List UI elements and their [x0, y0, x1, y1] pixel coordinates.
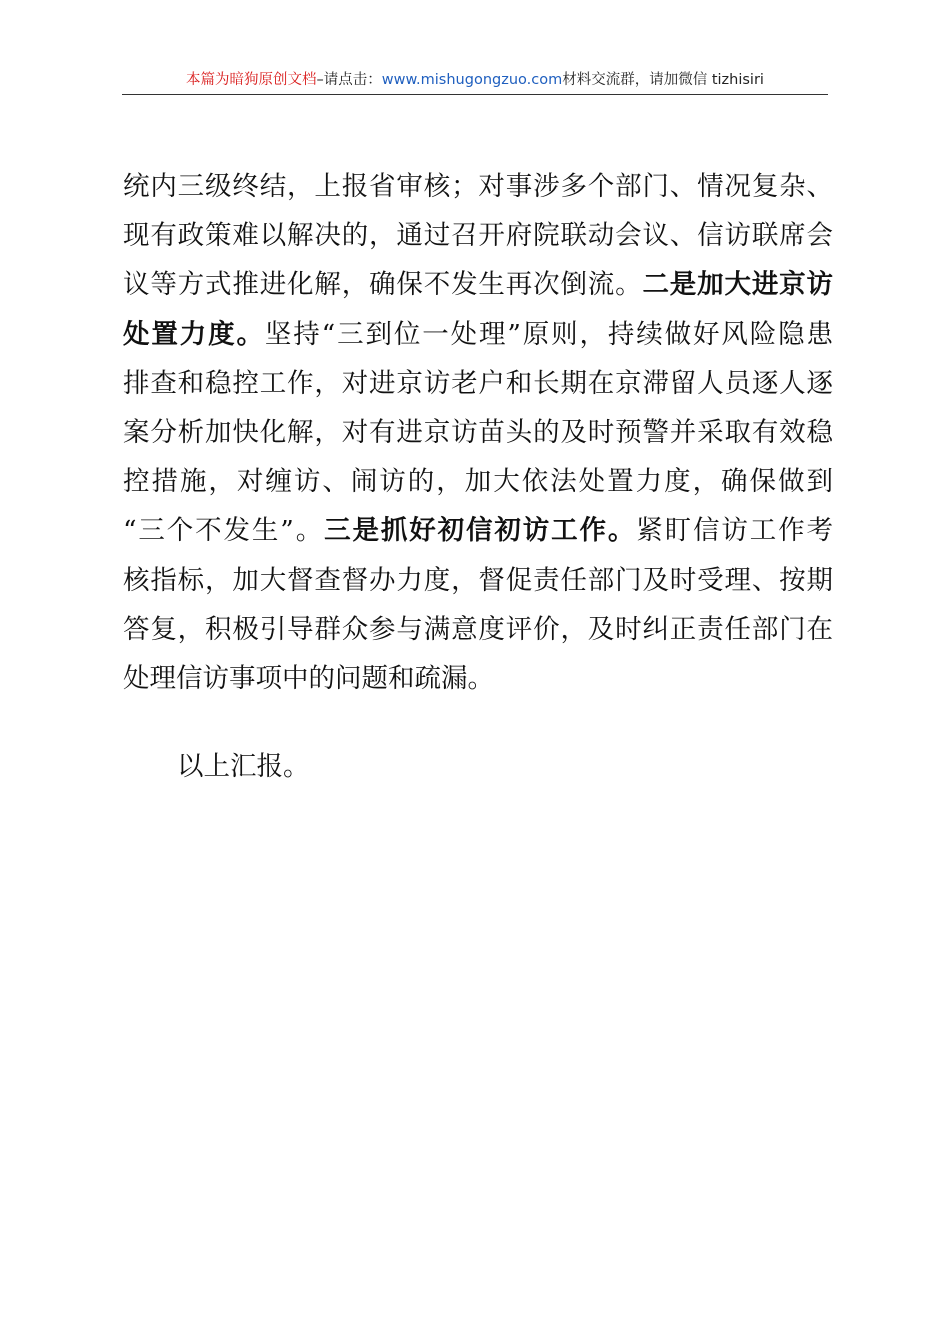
- header-click-prompt: –请点击：: [316, 72, 382, 88]
- header-contact-note: 材料交流群，请加微信 tizhisiri: [562, 72, 764, 88]
- emphasis-heading: 三是抓好初信初访工作。: [324, 515, 637, 547]
- paragraph-line: [123, 556, 833, 605]
- paragraph-line: [123, 605, 833, 654]
- text-segment: 核指标，加大督查督办力度，督促责任部门及时受理、按期: [123, 564, 833, 596]
- text-segment: 处理信访事项中的问题和疏漏。: [123, 662, 494, 694]
- page-header: [122, 68, 828, 95]
- paragraph-line: [123, 654, 833, 703]
- main-paragraph: [123, 162, 833, 703]
- paragraph-line: [123, 408, 833, 457]
- paragraph-line: [123, 359, 833, 408]
- emphasis-heading: 二是加大进京访: [642, 269, 834, 301]
- text-segment: 议等方式推进化解，确保不发生再次倒流。: [123, 269, 643, 301]
- text-segment: “三个不发生”。: [123, 515, 325, 547]
- paragraph-line: [123, 162, 833, 211]
- text-segment: 紧盯信访工作考: [636, 515, 834, 547]
- text-segment: 坚持“三到位一处理”原则，持续做好风险隐患: [264, 318, 833, 350]
- header-source-note: 本篇为暗狗原创文档: [186, 72, 317, 88]
- text-segment: 答复，积极引导群众参与满意度评价，及时纠正责任部门在: [123, 613, 833, 645]
- paragraph-line: [123, 506, 833, 555]
- paragraph-line: [123, 310, 833, 359]
- closing-line: 以上汇报。: [177, 751, 310, 782]
- text-segment: 排查和稳控工作，对进京访老户和长期在京滞留人员逐人逐: [123, 367, 833, 399]
- emphasis-heading: 处置力度。: [123, 318, 265, 350]
- text-segment: 案分析加快化解，对有进京访苗头的及时预警并采取有效稳: [123, 416, 833, 448]
- text-segment: 统内三级终结，上报省审核；对事涉多个部门、情况复杂、: [123, 171, 833, 202]
- paragraph-line: [123, 260, 833, 309]
- paragraph-line: [123, 457, 833, 506]
- header-website-link[interactable]: www.mishugongzuo.com: [381, 72, 563, 88]
- text-segment: 现有政策难以解决的，通过召开府院联动会议、信访联席会: [123, 220, 833, 252]
- paragraph-line: [123, 211, 833, 260]
- text-segment: 控措施，对缠访、闹访的，加大依法处置力度，确保做到: [123, 466, 833, 498]
